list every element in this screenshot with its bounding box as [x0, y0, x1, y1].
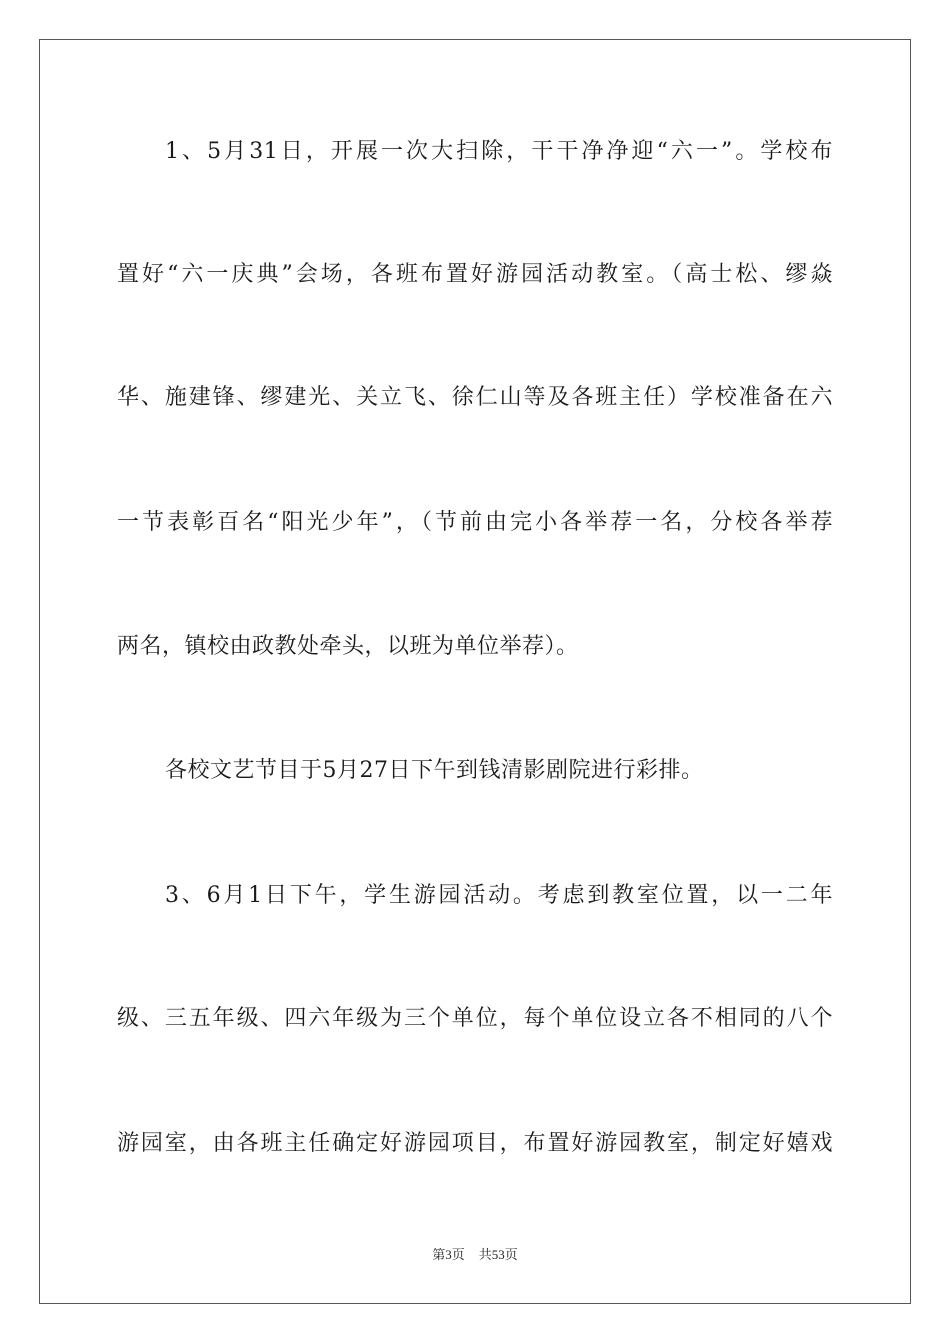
page-number: 第3页 [432, 1247, 465, 1262]
page-footer [0, 1246, 950, 1264]
paragraph-line-5: 两名，镇校由政教处牵头，以班为单位举荐）。 [117, 634, 579, 659]
paragraph-line-6: 各校文艺节目于5月27日下午到钱清影剧院进行彩排。 [165, 758, 704, 783]
paragraph-line-2: 置好“六一庆典”会场，各班布置好游园活动教室。（高士松、缪焱 [117, 262, 833, 287]
paragraph-line-4: 一节表彰百名“阳光少年”，（节前由完小各举荐一名，分校各举荐 [117, 510, 833, 535]
paragraph-line-3: 华、施建锋、缪建光、关立飞、徐仁山等及各班主任）学校准备在六 [117, 385, 833, 410]
paragraph-line-8: 级、三五年级、四六年级为三个单位，每个单位设立各不相同的八个 [117, 1006, 833, 1031]
paragraph-line-1: 1、5月31日，开展一次大扫除，干干净净迎“六一”。学校布 [165, 139, 833, 164]
paragraph-line-7: 3、6月1日下午，学生游园活动。考虑到教室位置，以一二年 [165, 883, 833, 908]
page-border [39, 39, 911, 1304]
total-pages: 共53页 [478, 1247, 518, 1262]
paragraph-line-9: 游园室，由各班主任确定好游园项目，布置好游园教室，制定好嬉戏 [117, 1131, 833, 1156]
